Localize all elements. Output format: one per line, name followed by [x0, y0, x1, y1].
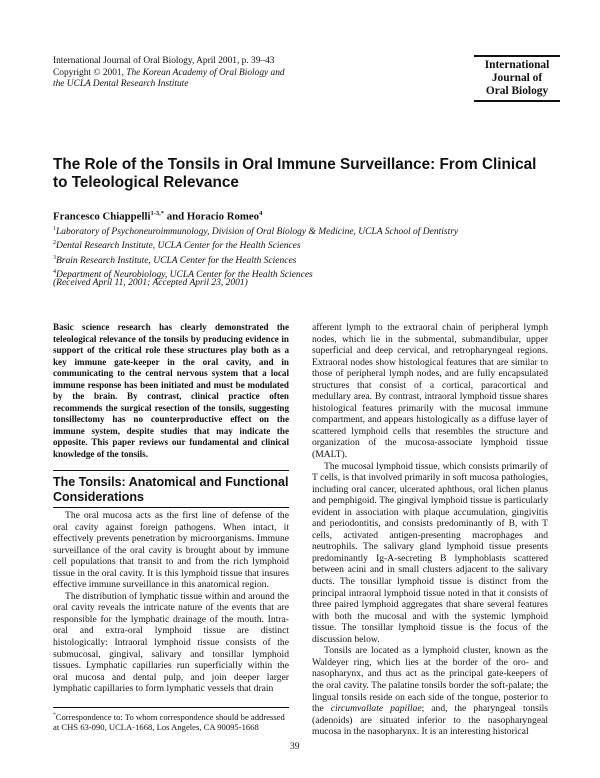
paper-title: The Role of the Tonsils in Oral Immune Surveillance: From Clinical to Teleological Relevance — [53, 156, 537, 191]
body-paragraph: Tonsils are located as a lymphoid cluster, known as the Waldeyer ring, which lies at the border of the oro- and nasopharynx, and thus act as the principal gate-keepers of the oral cavity. The palatine tonsils border the soft-palate; the lingual tonsils reside on each side of the tongue, posterior to the circumvallate papillae; and, the pharyngeal tonsils (adenoids) are situated inferior to the nasopharyngeal mucosa in the nasopharynx. It is an interesting historical — [312, 645, 548, 738]
body-paragraph: afferent lymph to the extraoral chain of peripheral lymph nodes, which lie in the submental, submandibular, upper superficial and deep cervical, and retropharyngeal regions. Extraoral nodes show histological features that are similar to those of peripheral lymph nodes, and are fully encapsulated structures that consist of a cortical, paracortical and medullary area. By contrast, intraoral lymphoid tissue shares histological features primarily with the mucosal immune compartment, and appears histologically as a diffuse layer of scattered lymphoid cells that resembles the structure and organization of the mucosa-associate lymphoid tissue (MALT). — [312, 322, 548, 461]
body-paragraph: The mucosal lymphoid tissue, which consists primarily of T cells, is that involved primarily in soft mucosa pathologies, including oral cancer, ulcerated aphthous, oral lichen planus and pemphigoid. The gingival lymphoid tissue is particularly evident in association with plaque accumulation, gingivitis and periodontitis, and consists predominantly of B, with T cells, activated antigen-presenting macrophages and neutrophils. The salivary gland lymphoid tissue presents predominantly Ig-A-secreting B lymphoblasts scattered between acini and in small clusters adjacent to the salivary ducts. The tonsillar lymphoid tissue is distinct from the principal intraoral lymphoid tissue noted in that it consists of three paired lymphoid aggregates that share several features with both the mucosal and with the systemic lymphoid tissue. The tonsillar lymphoid tissue is the focus of the discussion below. — [312, 460, 548, 645]
affiliation-3: $^3$Brain Research Institute, UCLA Center for the Health Sciences — [53, 254, 297, 267]
affiliation-4: $^4$Department of Neurobiology, UCLA Center for the Health Sciences — [53, 269, 313, 281]
section-bottom-rule — [53, 507, 289, 508]
copyright-symbol: © — [93, 67, 101, 78]
author-line: Francesco Chiappelli$^{1-3,*}$ and Horacio Romeo$^4$ — [53, 210, 263, 223]
abstract: Basic science research has clearly demonstrated the teleological relevance of the tonsils by producing evidence in support of the critical role these structures play both as a key immune gate-keeper in the oral cavity, and in communicating to the central nervous system that a local immune response has been initiated and must be modulated by the brain. By contrast, clinical practice often recommends the surgical resection of the tonsils, suggesting tonsillectomy has no counterproductive effect on the immune system, despite studies that may indicate the opposite. This paper reviews our fundamental and clinical knowledge of the tonsils. — [53, 322, 289, 460]
author-1: Francesco Chiappelli — [53, 210, 151, 223]
page-number: 39 — [290, 742, 300, 752]
section-heading: The Tonsils: Anatomical and Functional Considerations — [53, 475, 289, 504]
journal-name-line-2: Journal of — [491, 72, 543, 84]
section-top-rule — [53, 470, 289, 471]
italic-term: circumvallate papillae — [330, 703, 422, 715]
footnote-rule — [53, 707, 289, 708]
affiliations — [53, 224, 458, 282]
body-paragraph: The distribution of lymphatic tissue within and around the oral cavity reveals the intricate nature of the events that are responsible for the lymphatic drainage of the mouth. Intra-oral and extra-oral lymphoid tissue are distinct histologically: Intraoral lymphoid tissue consists of the submucosal, gingival, salivary and tonsillar lymphoid tissues. Lymphatic capillaries run superficially within the oral mucosa and dental pulp, and join deeper larger lymphatic capillaries to form lymphatic vessels that drain — [53, 590, 289, 695]
running-header — [53, 56, 285, 91]
logo-bottom-rule — [474, 100, 560, 102]
header-line-2: Copyright © 2001, The Korean Academy of Oral Biology and — [53, 67, 285, 78]
received-dates: (Received April 11, 2001; Accepted April 23, 2001) — [53, 278, 248, 288]
affiliation-2: $^2$Dental Research Institute, UCLA Center for the Health Sciences — [53, 240, 301, 252]
header-line-3: the UCLA Dental Research Institute — [53, 79, 189, 89]
journal-logo-box — [474, 55, 560, 102]
right-column-body — [312, 322, 548, 738]
footnote: *Correspondence to: To whom correspondence should be addressed at CHS 63-090, UCLA-1668, Los Angeles, CA 90095-1668 — [53, 711, 285, 733]
journal-name-line-3: Oral Biology — [485, 85, 549, 97]
journal-name-line-1: International — [484, 59, 550, 71]
header-line-1: International Journal of Oral Biology, April 2001, p. 39–43 — [53, 56, 275, 66]
left-column-body — [53, 510, 289, 695]
body-paragraph: The oral mucosa acts as the first line of defense of the oral cavity against foreign pathogens. When intact, it effectively prevents penetration by microorganisms. Immune surveillance of the oral cavity is brought about by immune cell populations that transit to and from the rich lymphoid tissue in the oral cavity. It is this lymphoid tissue that insures effective immune surveillance in this anatomical region. — [53, 510, 289, 591]
logo-top-rule — [474, 55, 560, 57]
author-2: Horacio Romeo — [186, 210, 260, 223]
affiliation-1: $^1$Laboratory of Psychoneuroimmunology, Division of Oral Biology & Medicine, UCLA School of Dentistry — [53, 226, 459, 238]
